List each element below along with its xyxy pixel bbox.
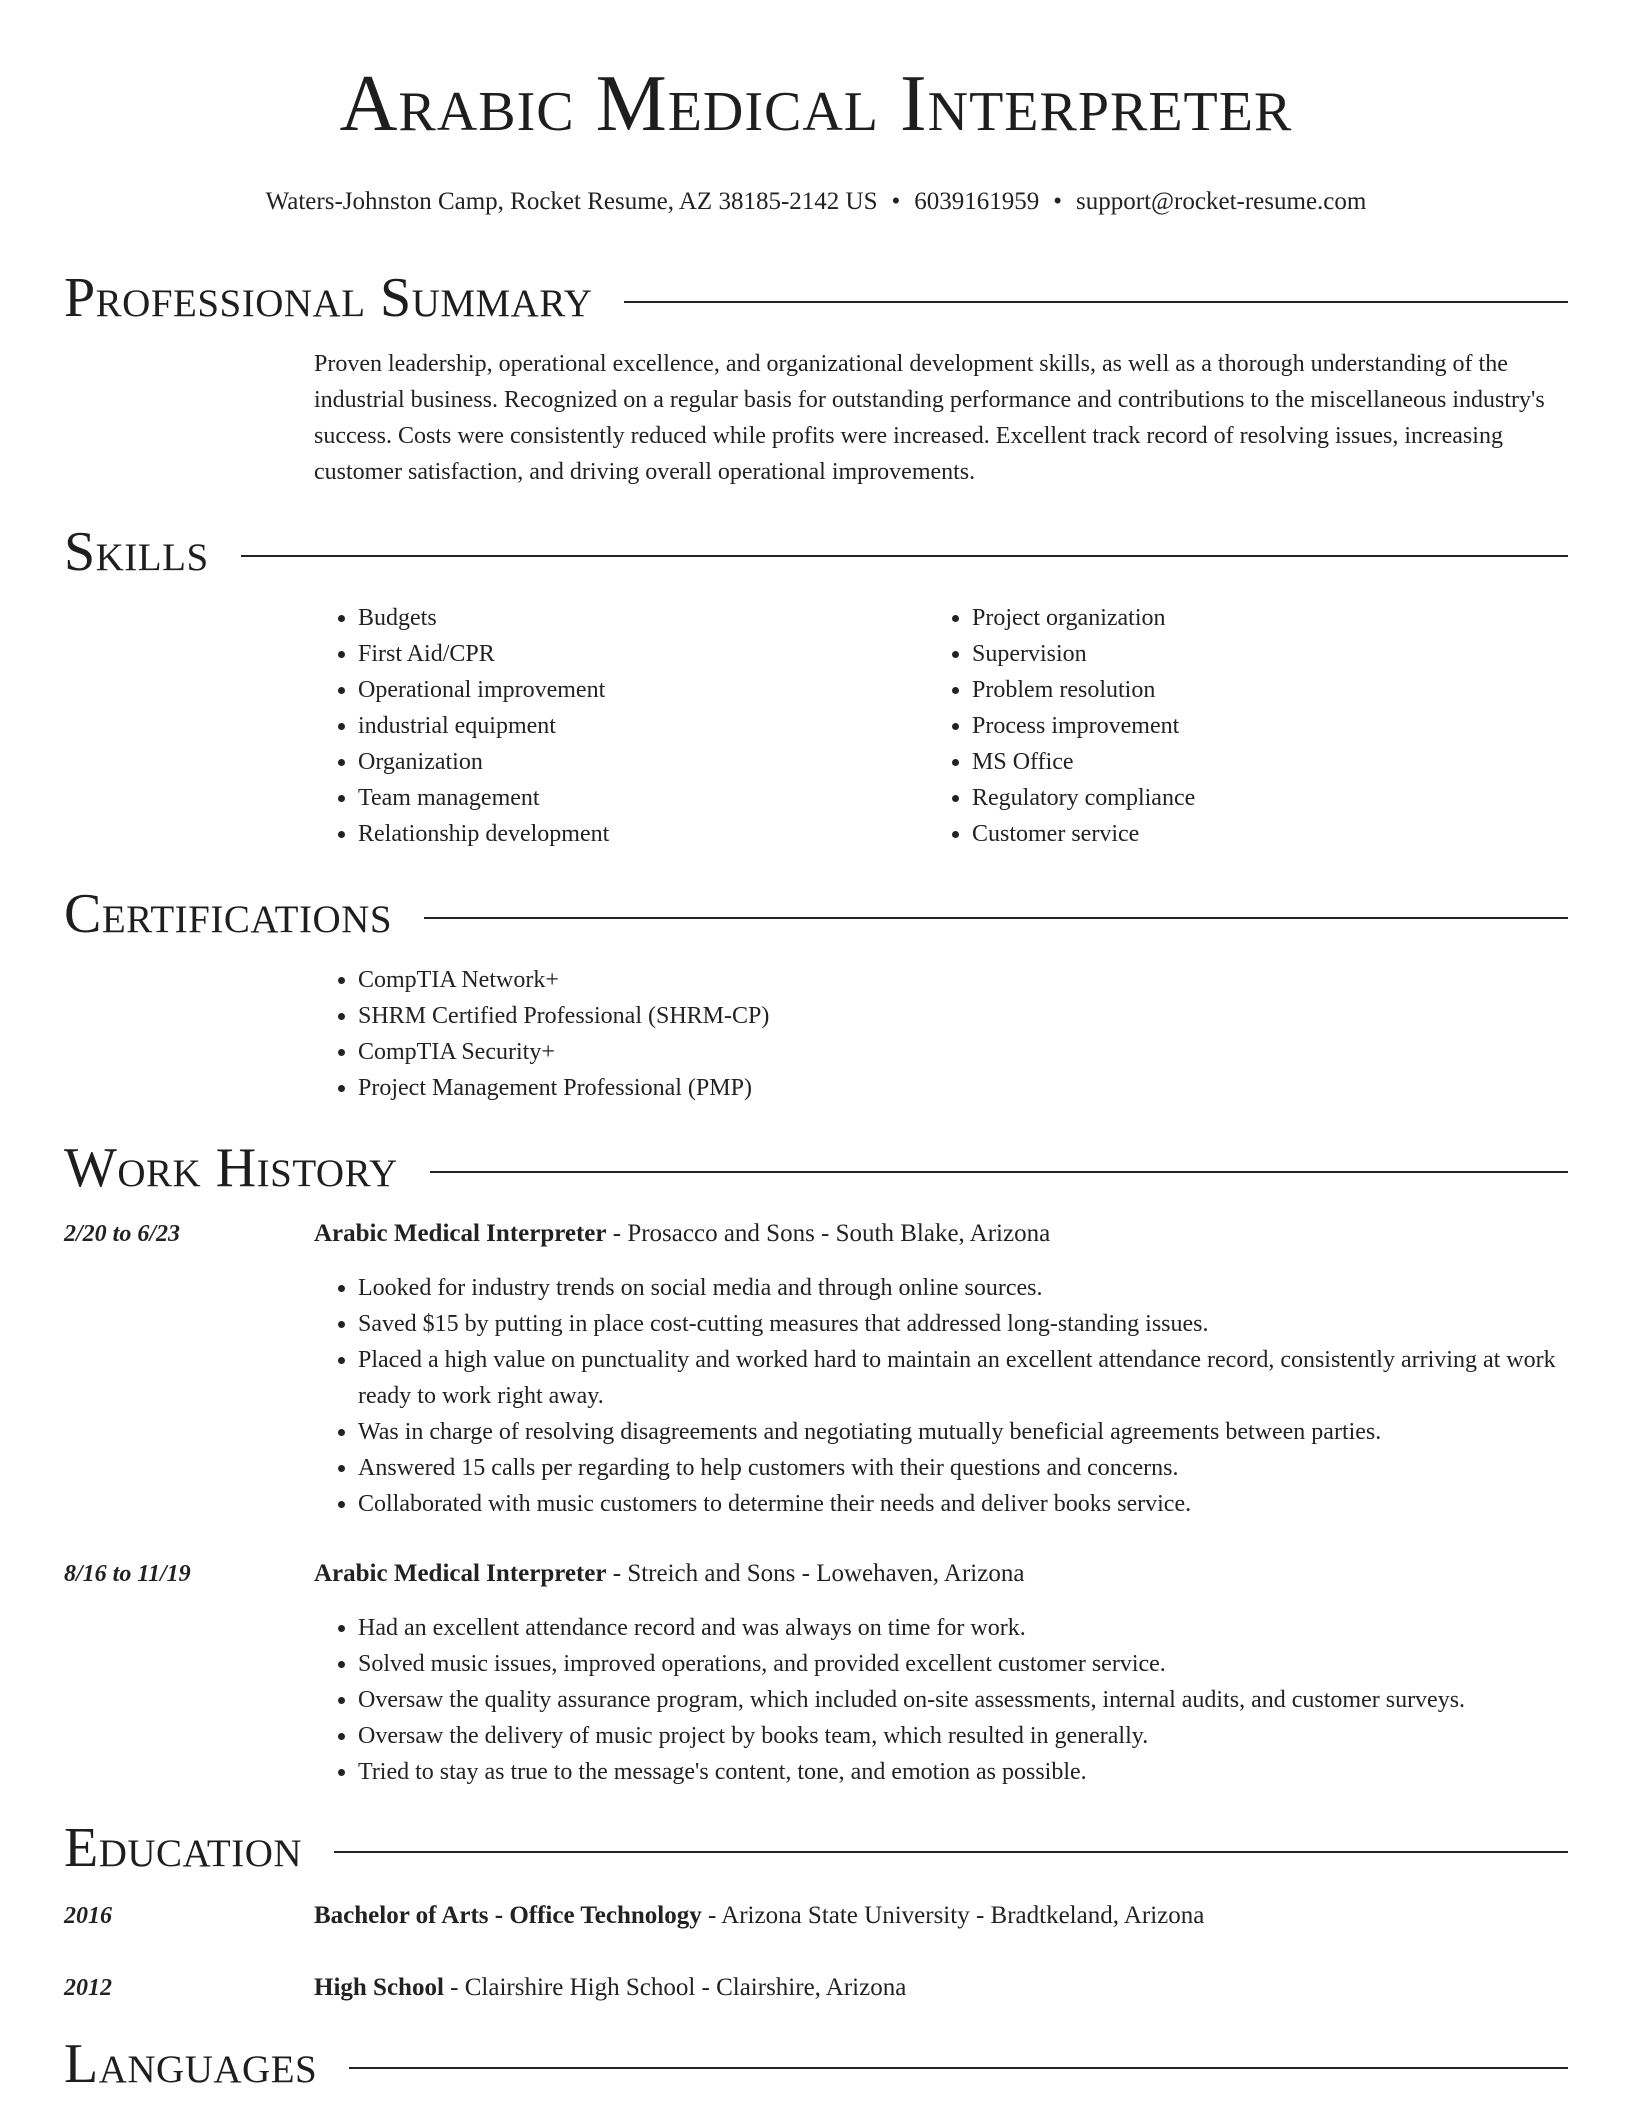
contact-line bbox=[64, 186, 1568, 218]
skill-item: • Project organization bbox=[972, 600, 1542, 636]
job-title: Arabic Medical Interpreter bbox=[314, 1220, 607, 1247]
education-heading bbox=[314, 1970, 906, 2006]
job-entry bbox=[64, 1216, 1568, 1522]
section-rule bbox=[334, 1851, 1568, 1853]
job-bullet: • Placed a high value on punctuality and worked hard to maintain an excellent attendance record, consistently arriving at work ready to work right away. bbox=[358, 1342, 1568, 1414]
section-heading-languages bbox=[64, 2032, 1568, 2096]
summary-text: Proven leadership, operational excellence, and organizational development skills, as well as a thorough understanding of the industrial business. Recognized on a regular basis for outstanding performance and contributions to the miscellaneous industry's success. Costs were consistently reduced while profits were increased. Excellent track record of resolving issues, increasing customer satisfaction, and driving overall operational improvements. bbox=[314, 351, 1545, 485]
skill-item: • Process improvement bbox=[972, 708, 1542, 744]
education-entry bbox=[64, 1970, 1568, 2006]
skill-item: • Supervision bbox=[972, 636, 1542, 672]
section-heading-certifications bbox=[64, 882, 1568, 946]
skill-item: • Team management bbox=[358, 780, 928, 816]
job-bullet: • Looked for industry trends on social media and through online sources. bbox=[358, 1270, 1568, 1306]
skill-item: • MS Office bbox=[972, 744, 1542, 780]
section-rule bbox=[624, 301, 1568, 303]
resume-name-title: Arabic Medical Interpreter bbox=[339, 60, 1293, 148]
skill-item: • industrial equipment bbox=[358, 708, 928, 744]
section-title: Education bbox=[64, 1817, 303, 1879]
certification-item: • CompTIA Network+ bbox=[358, 962, 1568, 998]
job-entry bbox=[64, 1556, 1568, 1790]
section-rule bbox=[424, 917, 1568, 919]
section-heading-work-history bbox=[64, 1136, 1568, 1200]
section-heading-skills bbox=[64, 520, 1568, 584]
education-school: - Arizona State University - Bradtkeland, Arizona bbox=[701, 1902, 1205, 1929]
education-year: 2016 bbox=[64, 1903, 112, 1929]
job-employer: - Prosacco and Sons - South Blake, Arizona bbox=[606, 1220, 1051, 1247]
job-heading bbox=[314, 1556, 1568, 1592]
job-dates: 2/20 to 6/23 bbox=[64, 1221, 181, 1247]
section-title: Professional Summary bbox=[64, 267, 593, 329]
job-bullet: • Had an excellent attendance record and was always on time for work. bbox=[358, 1610, 1568, 1646]
contact-address: Waters-Johnston Camp, Rocket Resume, AZ 38185-2142 US bbox=[265, 188, 878, 215]
certification-item: • SHRM Certified Professional (SHRM-CP) bbox=[358, 998, 1568, 1034]
skills-list bbox=[314, 600, 1568, 852]
section-heading-education bbox=[64, 1816, 1568, 1880]
section-rule bbox=[430, 1171, 1568, 1173]
job-bullet: • Was in charge of resolving disagreements and negotiating mutually beneficial agreements between parties. bbox=[358, 1414, 1568, 1450]
job-bullet: • Oversaw the delivery of music project by books team, which resulted in generally. bbox=[358, 1718, 1568, 1754]
skills-column-left bbox=[314, 600, 928, 852]
job-dates: 8/16 to 11/19 bbox=[64, 1561, 191, 1587]
job-title: Arabic Medical Interpreter bbox=[314, 1560, 607, 1587]
section-rule bbox=[349, 2067, 1568, 2069]
section-heading-summary bbox=[64, 266, 1568, 330]
section-title: Skills bbox=[64, 521, 209, 583]
education-entry bbox=[64, 1898, 1568, 1934]
skill-item: • Regulatory compliance bbox=[972, 780, 1542, 816]
education-year: 2012 bbox=[64, 1975, 112, 2001]
job-bullet: • Tried to stay as true to the message's content, tone, and emotion as possible. bbox=[358, 1754, 1568, 1790]
section-rule bbox=[241, 555, 1568, 557]
education-degree: Bachelor of Arts - Office Technology bbox=[314, 1902, 702, 1929]
job-employer: - Streich and Sons - Lowehaven, Arizona bbox=[606, 1560, 1025, 1587]
job-bullet: • Oversaw the quality assurance program, which included on-site assessments, internal audits, and customer surveys. bbox=[358, 1682, 1568, 1718]
skill-item: • Relationship development bbox=[358, 816, 928, 852]
certifications-list bbox=[314, 962, 1568, 1106]
job-bullet: • Saved $15 by putting in place cost-cutting measures that addressed long-standing issues. bbox=[358, 1306, 1568, 1342]
contact-phone: 6039161959 bbox=[914, 188, 1040, 215]
skill-item: • Problem resolution bbox=[972, 672, 1542, 708]
section-title: Work History bbox=[64, 1137, 398, 1199]
skills-column-right bbox=[928, 600, 1542, 852]
skill-item: • Organization bbox=[358, 744, 928, 780]
skill-item: • Operational improvement bbox=[358, 672, 928, 708]
section-title: Languages bbox=[64, 2033, 318, 2095]
skill-item: • First Aid/CPR bbox=[358, 636, 928, 672]
job-bullet: • Solved music issues, improved operations, and provided excellent customer service. bbox=[358, 1646, 1568, 1682]
skill-item: • Budgets bbox=[358, 600, 928, 636]
certification-item: • Project Management Professional (PMP) bbox=[358, 1070, 1568, 1106]
contact-separator: • bbox=[1053, 188, 1063, 215]
job-bullet: • Collaborated with music customers to determine their needs and deliver books service. bbox=[358, 1486, 1568, 1522]
job-heading bbox=[314, 1216, 1568, 1252]
certification-item: • CompTIA Security+ bbox=[358, 1034, 1568, 1070]
education-heading bbox=[314, 1898, 1204, 1934]
job-bullet: • Answered 15 calls per regarding to help customers with their questions and concerns. bbox=[358, 1450, 1568, 1486]
contact-separator: • bbox=[891, 188, 901, 215]
section-title: Certifications bbox=[64, 883, 393, 945]
skill-item: • Customer service bbox=[972, 816, 1542, 852]
contact-email: support@rocket-resume.com bbox=[1076, 188, 1367, 215]
education-degree: High School bbox=[314, 1974, 444, 2001]
education-school: - Clairshire High School - Clairshire, Arizona bbox=[443, 1974, 907, 2001]
